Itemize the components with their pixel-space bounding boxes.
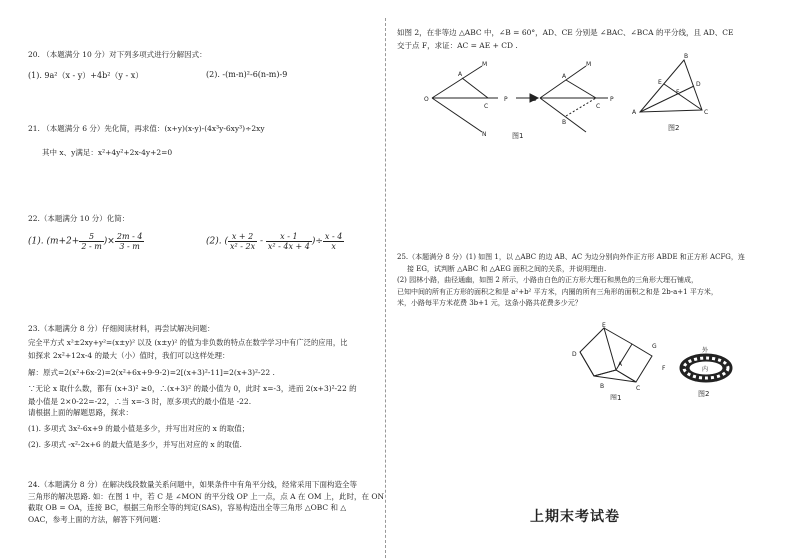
- fig1-label-A: A: [458, 71, 463, 78]
- right-top-block: 如图 2，在非等边 △ABC 中，∠B = 60°，AD、CE 分别是 ∠BAC、∠BCA 的平分线，且 AD、CE 交于点 F，求证：AC = AE + CD .: [397, 28, 734, 50]
- q25-block: 25.（本题满分 8 分）(1) 如图 1，以 △ABC 的边 AB、AC 为边分别向外作正方形 ABDE 和正方形 ACFG，连 接 EG，试判断 △ABC 和 △AEG 面积之间的关系，并说明理由. (2) 园林小路，曲径通幽，如图 2 所示，小路由白色的正方形大理石和黑色的三角形大理石铺成， 已知中间的所有正方形的面积之和是 a²+b² 平方米，内圈的所有三角形的面积之和是 2b-a+1 平方米， 米，小路每平方米花费 3b+1 元，这条小路共花费多少元？: [397, 253, 745, 307]
- fig2-label-E: E: [658, 79, 662, 86]
- fig1-label-M2: M: [586, 61, 592, 68]
- fig2-label-D: D: [696, 81, 701, 88]
- q22-title: 22.（本题满分 10 分）化简：: [28, 214, 130, 223]
- fig1-caption: 图1: [512, 132, 524, 140]
- fig1-label-O: O: [424, 96, 429, 103]
- q25-fig1-label-D: D: [572, 351, 577, 358]
- fig1-label-O2: O: [532, 96, 537, 103]
- q21-title: 21. （本题满分 6 分）先化简，再求值：(x+y)(x-y)-(4x³y-6xy³)÷2xy: [28, 124, 265, 133]
- fig2-label-A: A: [632, 109, 637, 116]
- fig1-label-N: N: [482, 131, 487, 138]
- q22-part1: (1). (m+2+ $\frac{5}{2 - m}$ )× $\frac{2m - 4}{3 - m}$: [28, 232, 143, 251]
- column-divider: [385, 18, 386, 558]
- q20-title: 20. （本题满分 10 分）对下列多项式进行分解因式：: [28, 50, 207, 59]
- q20-part2: (2). -(m-n)²-6(n-m)-9: [206, 70, 288, 79]
- q25-fig2-label-inner: 内: [702, 366, 709, 373]
- q25-figure-1-squares: [566, 322, 674, 400]
- q20-part1: (1). 9a²（x - y）+4b²（y - x）: [28, 71, 144, 80]
- q21-condition: 其中 x、y满足：x²+4y²+2x-4y+2=0: [42, 148, 173, 157]
- q25-fig1-label-F: F: [662, 365, 666, 372]
- exam-footer-title: 上期末考试卷: [530, 509, 620, 525]
- fig1-label-M: M: [482, 61, 488, 68]
- q25-fig2-label-outer: 外: [702, 347, 709, 354]
- q25-fig1-label-G: G: [652, 343, 657, 350]
- q25-fig1-label-A: A: [618, 361, 623, 368]
- q25-fig1-caption: 图1: [610, 394, 622, 400]
- fig2-label-B: B: [684, 53, 689, 60]
- fig1-label-P2: P: [610, 96, 614, 103]
- fig2-label-C: C: [704, 109, 709, 116]
- q25-fig2-caption: 图2: [698, 390, 710, 398]
- q24-block: 24.（本题满分 8 分）在解决线段数量关系问题中，如果条件中有角平分线，经常采用下面构造全等 三角形的解决思路. 如：在图 1 中，若 C 是 ∠MON 的平分线 OP 上一点，点 A 在 OM 上，此时，在 ON 截取 OB = OA，连接 BC，根据三角形全等的判定(SAS)，容易构造出全等三角形 △OBC 和 △ OAC，参考上面的方法，解答下列问题：: [28, 480, 385, 524]
- fig1-label-C: C: [484, 103, 489, 110]
- fig2-caption: 图2: [668, 124, 680, 132]
- q25-figure-2-path-ring: [672, 342, 742, 400]
- fig1-label-P: P: [504, 96, 508, 103]
- fig2-label-F: F: [676, 89, 680, 96]
- figure-1-angle-bisector: [420, 52, 640, 147]
- q25-fig1-label-E: E: [602, 322, 606, 329]
- q25-fig1-label-B: B: [600, 383, 605, 390]
- q25-fig1-label-C: C: [636, 385, 641, 392]
- fig1-label-A2: A: [562, 73, 567, 80]
- fig1-label-C2: C: [596, 103, 601, 110]
- fig1-label-B2: B: [562, 119, 567, 126]
- q22-part2: (2). ( $\frac{x + 2}{\text{x² - 2x}}$ - $\frac{x - 1}{\text{x² - 4x + 4}}$ )÷ $\frac{x - 4}{x}$: [206, 232, 343, 251]
- figure-2-triangle-bisectors: [632, 50, 717, 135]
- q23-block: 23.（本题满分 8 分）仔细阅读材料，再尝试解决问题： 完全平方式 x²±2xy+y²=(x±y)² 以及 (x±y)² 的值为非负数的特点在数学学习中有广泛的应用，比 如探求 2x²+12x-4 的最大（小）值时，我们可以这样处理： 解：原式=2(x²+6x-2)=2(x²+6x+9-9-2)=2[(x+3)²-11]=2(x+3)²-22 . ∵无论 x 取什么数，都有 (x+3)² ≥0，∴(x+3)² 的最小值为 0，此时 x=-3，进而 2(x+3)²-22 的 最小值是 2×0-22=-22，∴当 x=-3 时，原多项式的最小值是 -22. 请根据上面的解题思路，探求： (1). 多项式 3x²-6x+9 的最小值是多少，并写出对应的 x 的取值； (2). 多项式 -x²-2x+6 的最大值是多少，并写出对应的 x 的取值.: [28, 324, 357, 449]
